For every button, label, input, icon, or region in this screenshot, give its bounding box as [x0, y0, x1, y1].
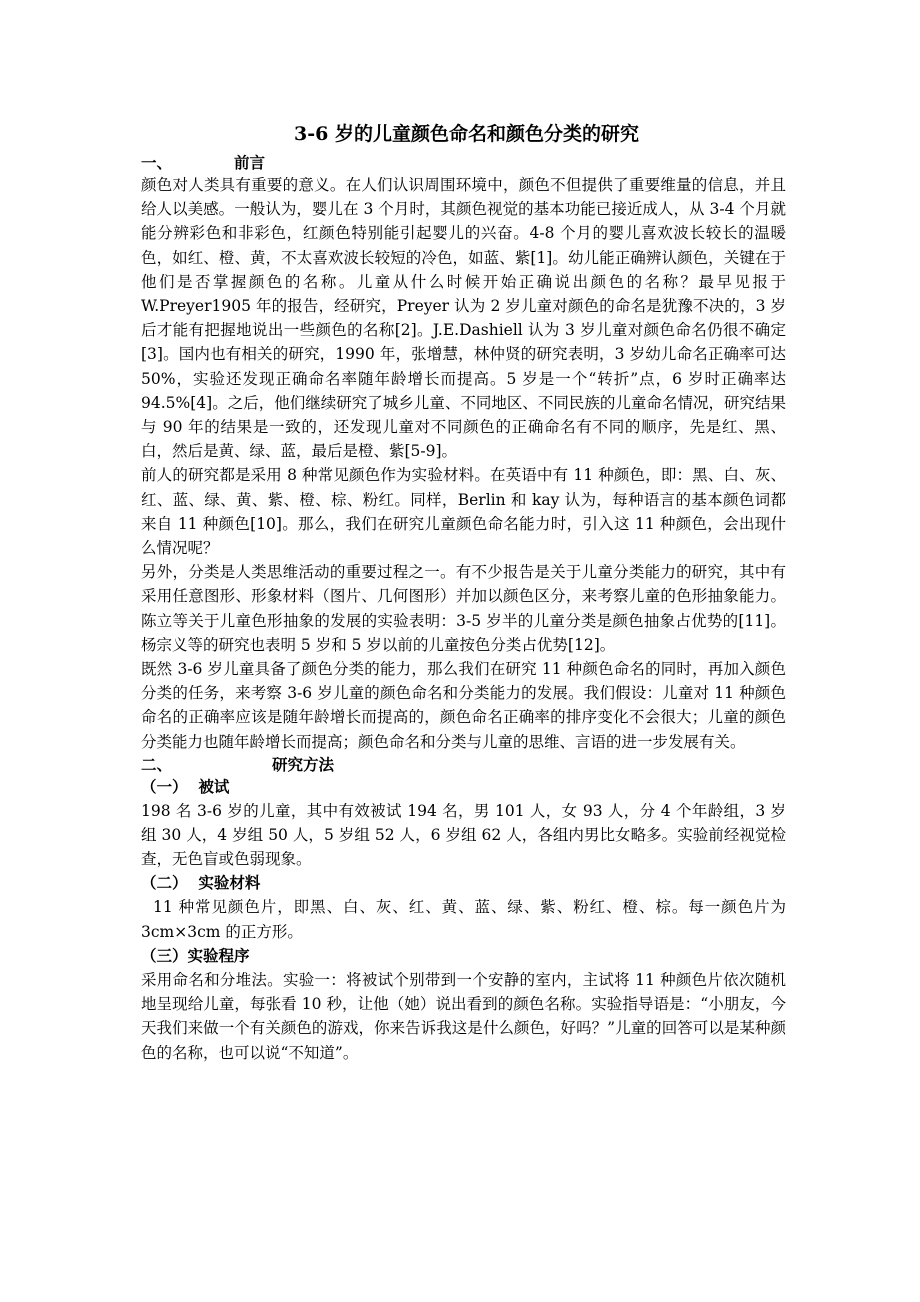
paragraph: 颜色对人类具有重要的意义。在人们认识周围环境中，颜色不但提供了重要维量的信息，并且给人以美感。一般认为，婴儿在 3 个月时，其颜色视觉的基本功能已接近成人，从 3-4 个月就能分辨彩色和非彩色，红颜色特别能引起婴儿的兴奋。4-8 个月的婴儿喜欢波长较长的温暖色，如红、橙、黄，不太喜欢波长较短的冷色，如蓝、紫[1]。幼儿能正确辨认颜色，关键在于他们是否掌握颜色的名称。儿童从什么时候开始正确说出颜色的名称？最早见报于 W.Preyer1905 年的报告，经研究，Preyer 认为 2 岁儿童对颜色的命名是犹豫不决的，3 岁后才能有把握地说出一些颜色的名称[2]。J.E.Dashiell 认为 3 岁儿童对颜色命名仍很不确定[3]。国内也有相关的研究，1990 年，张增慧，林仲贤的研究表明，3 岁幼儿命名正确率可达 50%，实验还发现正确命名率随年龄增长而提高。5 岁是一个“转折”点，6 岁时正确率达 94.5%[4]。之后，他们继续研究了城乡儿童、不同地区、不同民族的儿童命名情况，研究结果与 90 年的结果是一致的，还发现儿童对不同颜色的正确命名有不同的顺序，先是红、黑、白，然后是黄、绿、蓝，最后是橙、紫[5-9]。 — [141, 176, 786, 461]
subsection-number: （二） — [141, 873, 188, 893]
section-heading-methods — [141, 754, 786, 775]
paragraph: 11 种常见颜色片，即黑、白、灰、红、黄、蓝、绿、紫、粉红、橙、棕。每一颜色片为 3cm×3cm 的正方形。 — [141, 898, 786, 941]
subsection-title: 实验程序 — [187, 945, 250, 965]
paragraph: 另外，分类是人类思维活动的重要过程之一。有不少报告是关于儿童分类能力的研究，其中有采用任意图形、形象材料（图片、几何图形）并加以颜色区分，来考察儿童的色形抽象能力。陈立等关于儿童色形抽象的发展的实验表明：3-5 岁半的儿童分类是颜色抽象占优势的[11]。杨宗义等的研究也表明 5 岁和 5 岁以前的儿童按色分类占优势[12]。 — [141, 563, 786, 654]
paragraph: 前人的研究都是采用 8 种常见颜色作为实验材料。在英语中有 11 种颜色，即：黑、白、灰、红、蓝、绿、黄、紫、橙、棕、粉红。同样，Berlin 和 kay 认为，每种语言的基本颜色词都来自 11 种颜色[10]。那么，我们在研究儿童颜色命名能力时，引入这 11 种颜色，会出现什么情况呢？ — [141, 466, 786, 558]
subsection-number: （一） — [141, 776, 188, 796]
subsection-number: （三） — [141, 945, 188, 965]
document-title: 3-6 岁的儿童颜色命名和颜色分类的研究 — [294, 123, 639, 145]
section-title: 前言 — [234, 153, 266, 172]
subsection-title: 实验材料 — [198, 873, 261, 893]
subsection-heading-procedure — [141, 944, 786, 968]
document-page — [141, 122, 786, 1065]
section-heading-intro — [141, 152, 786, 173]
paragraph: 采用命名和分堆法。实验一：将被试个别带到一个安静的室内，主试将 11 种颜色片依次随机地呈现给儿童，每张看 10 秒，让他（她）说出看到的颜色名称。实验指导语是：“小朋友，今天我们来做一个有关颜色的游戏，你来告诉我这是什么颜色，好吗？”儿童的回答可以是某种颜色的名称，也可以说“不知道”。 — [141, 970, 786, 1062]
subsection-heading-subjects — [141, 775, 786, 799]
paragraph: 既然 3-6 岁儿童具备了颜色分类的能力，那么我们在研究 11 种颜色命名的同时，再加入颜色分类的任务，来考察 3-6 岁儿童的颜色命名和分类能力的发展。我们假设：儿童对 11 种颜色命名的正确率应该是随年龄增长而提高的，颜色命名正确率的排序变化不会很大；儿童的颜色分类能力也随年龄增长而提高；颜色命名和分类与儿童的思维、言语的进一步发展有关。 — [141, 660, 786, 751]
paragraph: 198 名 3-6 岁的儿童，其中有效被试 194 名，男 101 人，女 93 人，分 4 个年龄组，3 岁组 30 人，4 岁组 50 人，5 岁组 52 人，6 岁组 62 人，各组内男比女略多。实验前经视觉检查，无色盲或色弱现象。 — [141, 801, 786, 869]
subsection-title: 被试 — [198, 776, 230, 796]
section-number: 二、 — [141, 754, 173, 774]
section-title: 研究方法 — [272, 754, 335, 774]
section-number: 一、 — [141, 153, 173, 172]
subsection-heading-materials — [141, 871, 786, 895]
